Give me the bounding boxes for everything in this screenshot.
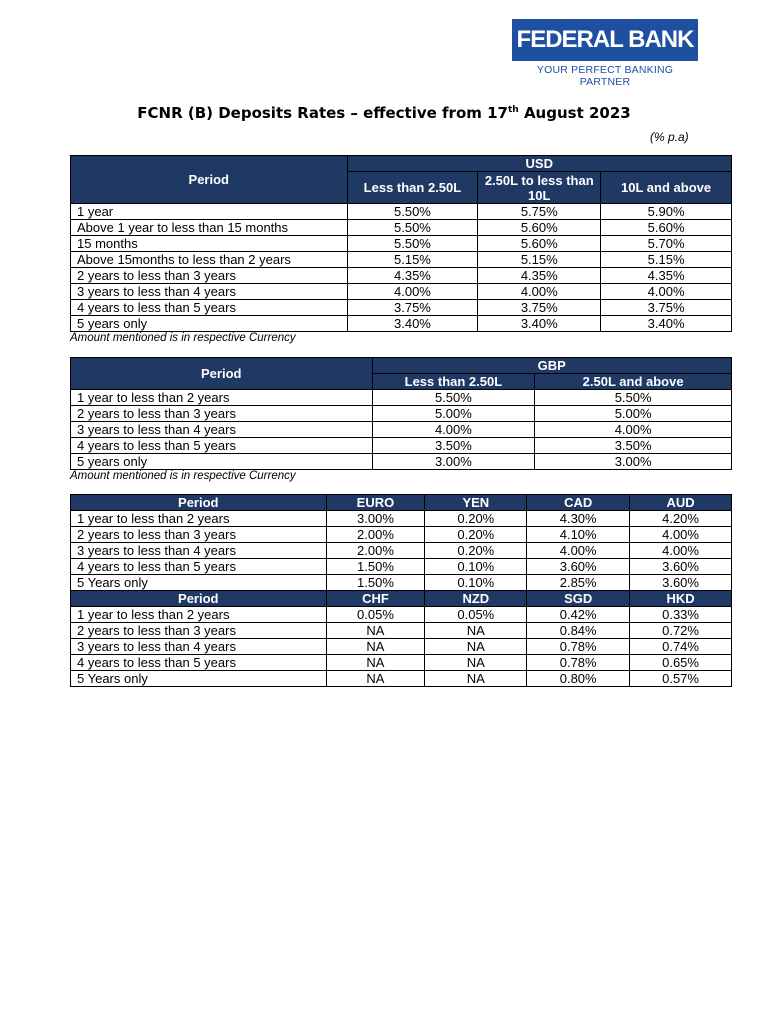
- rate-cell: 5.60%: [478, 236, 601, 252]
- period-cell: 1 year to less than 2 years: [71, 607, 327, 623]
- rate-cell: 5.50%: [347, 236, 478, 252]
- period-cell: 4 years to less than 5 years: [71, 559, 327, 575]
- rate-cell: 5.90%: [601, 204, 732, 220]
- currency-note: Amount mentioned is in respective Currency: [70, 470, 296, 482]
- rate-cell: 3.00%: [326, 511, 425, 527]
- currency-header: HKD: [630, 591, 732, 607]
- rate-cell: 4.00%: [527, 543, 630, 559]
- table-row: [71, 268, 732, 284]
- rate-cell: 0.78%: [527, 639, 630, 655]
- rate-cell: 3.40%: [601, 316, 732, 332]
- other-currencies-table: [70, 494, 732, 687]
- table-row: [71, 575, 732, 591]
- usd-currency-header: USD: [347, 156, 731, 172]
- rate-cell: 4.35%: [478, 268, 601, 284]
- table-row: [71, 655, 732, 671]
- currency-header: YEN: [425, 495, 527, 511]
- table-row: [71, 543, 732, 559]
- rate-cell: 4.00%: [347, 284, 478, 300]
- table-row: [71, 623, 732, 639]
- period-cell: 5 Years only: [71, 575, 327, 591]
- rate-cell: 3.75%: [347, 300, 478, 316]
- table-row: [71, 454, 732, 470]
- period-header: Period: [71, 495, 327, 511]
- period-cell: 1 year: [71, 204, 348, 220]
- rate-cell: 5.50%: [347, 220, 478, 236]
- rate-cell: 5.15%: [347, 252, 478, 268]
- rate-cell: 3.60%: [527, 559, 630, 575]
- period-cell: 3 years to less than 4 years: [71, 639, 327, 655]
- rate-cell: 5.70%: [601, 236, 732, 252]
- rate-cell: 3.75%: [478, 300, 601, 316]
- period-cell: 15 months: [71, 236, 348, 252]
- rate-cell: 5.15%: [601, 252, 732, 268]
- rate-cell: 3.40%: [347, 316, 478, 332]
- table-row: [71, 236, 732, 252]
- table-row: [71, 390, 732, 406]
- rate-cell: 3.00%: [372, 454, 535, 470]
- currency-header: SGD: [527, 591, 630, 607]
- page-title: [0, 104, 768, 122]
- currency-header: AUD: [630, 495, 732, 511]
- header-row: [71, 591, 732, 607]
- currency-header: EURO: [326, 495, 425, 511]
- rate-cell: 3.50%: [535, 438, 732, 454]
- rate-cell: 1.50%: [326, 575, 425, 591]
- table-row: [71, 284, 732, 300]
- period-cell: 1 year to less than 2 years: [71, 390, 373, 406]
- rate-cell: 0.05%: [425, 607, 527, 623]
- rate-cell: 0.20%: [425, 511, 527, 527]
- table-row: [71, 316, 732, 332]
- table-row: [71, 300, 732, 316]
- gbp-col-header: 2.50L and above: [535, 374, 732, 390]
- rate-cell: 5.75%: [478, 204, 601, 220]
- rate-cell: 0.84%: [527, 623, 630, 639]
- rate-cell: 0.74%: [630, 639, 732, 655]
- usd-period-header: Period: [71, 156, 348, 204]
- rate-cell: NA: [425, 655, 527, 671]
- period-cell: 3 years to less than 4 years: [71, 543, 327, 559]
- title-prefix: FCNR (B) Deposits Rates – effective from 17: [137, 104, 508, 122]
- period-header: Period: [71, 591, 327, 607]
- table-row: [71, 607, 732, 623]
- rate-cell: 0.57%: [630, 671, 732, 687]
- usd-col-header: 2.50L to less than 10L: [478, 172, 601, 204]
- rate-cell: NA: [425, 671, 527, 687]
- header-row: [71, 495, 732, 511]
- rate-cell: 0.10%: [425, 575, 527, 591]
- rate-cell: 5.60%: [478, 220, 601, 236]
- table-row: [71, 220, 732, 236]
- period-cell: 5 years only: [71, 454, 373, 470]
- usd-col-header: Less than 2.50L: [347, 172, 478, 204]
- rate-cell: 0.05%: [326, 607, 425, 623]
- rate-cell: 0.10%: [425, 559, 527, 575]
- period-cell: 3 years to less than 4 years: [71, 284, 348, 300]
- table-row: [71, 639, 732, 655]
- rate-cell: NA: [425, 623, 527, 639]
- logo-tagline: YOUR PERFECT BANKING PARTNER: [536, 64, 674, 88]
- rate-cell: NA: [425, 639, 527, 655]
- rate-cell: 5.50%: [372, 390, 535, 406]
- rate-cell: 4.00%: [630, 543, 732, 559]
- rate-cell: 5.60%: [601, 220, 732, 236]
- rate-cell: 3.60%: [630, 575, 732, 591]
- rate-cell: 4.00%: [630, 527, 732, 543]
- rate-cell: NA: [326, 671, 425, 687]
- rate-cell: 4.35%: [347, 268, 478, 284]
- period-cell: 5 Years only: [71, 671, 327, 687]
- table-row: [71, 252, 732, 268]
- period-cell: 4 years to less than 5 years: [71, 438, 373, 454]
- rate-cell: 4.00%: [478, 284, 601, 300]
- rate-cell: NA: [326, 655, 425, 671]
- rate-cell: 4.00%: [372, 422, 535, 438]
- title-sup: th: [508, 105, 519, 115]
- gbp-rates-table: [70, 357, 732, 470]
- period-cell: 4 years to less than 5 years: [71, 300, 348, 316]
- table-row: [71, 559, 732, 575]
- federal-bank-logo: [512, 19, 698, 88]
- rate-cell: 4.10%: [527, 527, 630, 543]
- rate-cell: 5.50%: [347, 204, 478, 220]
- period-cell: Above 15months to less than 2 years: [71, 252, 348, 268]
- period-cell: 2 years to less than 3 years: [71, 623, 327, 639]
- table-row: [71, 671, 732, 687]
- rate-cell: 0.20%: [425, 527, 527, 543]
- table-row: [71, 527, 732, 543]
- period-cell: 4 years to less than 5 years: [71, 655, 327, 671]
- period-cell: 5 years only: [71, 316, 348, 332]
- currency-header: CHF: [326, 591, 425, 607]
- rate-cell: 4.00%: [601, 284, 732, 300]
- rate-cell: 5.50%: [535, 390, 732, 406]
- gbp-currency-header: GBP: [372, 358, 731, 374]
- rate-cell: 2.85%: [527, 575, 630, 591]
- rate-cell: 2.00%: [326, 527, 425, 543]
- rate-cell: 4.30%: [527, 511, 630, 527]
- rate-cell: 3.75%: [601, 300, 732, 316]
- rate-cell: 0.33%: [630, 607, 732, 623]
- table-row: [71, 438, 732, 454]
- logo-name: FEDERAL BANK: [516, 26, 694, 53]
- rate-cell: 1.50%: [326, 559, 425, 575]
- table-row: [71, 422, 732, 438]
- table-row: [71, 406, 732, 422]
- rate-cell: 4.00%: [535, 422, 732, 438]
- rate-cell: 4.20%: [630, 511, 732, 527]
- gbp-period-header: Period: [71, 358, 373, 390]
- rate-cell: 0.80%: [527, 671, 630, 687]
- rate-cell: 0.72%: [630, 623, 732, 639]
- currency-header: CAD: [527, 495, 630, 511]
- rate-cell: 0.78%: [527, 655, 630, 671]
- usd-col-header: 10L and above: [601, 172, 732, 204]
- currency-header: NZD: [425, 591, 527, 607]
- rate-cell: 0.20%: [425, 543, 527, 559]
- period-cell: 3 years to less than 4 years: [71, 422, 373, 438]
- period-cell: Above 1 year to less than 15 months: [71, 220, 348, 236]
- unit-label: (% p.a): [650, 130, 689, 144]
- rate-cell: 2.00%: [326, 543, 425, 559]
- currency-note: Amount mentioned is in respective Currency: [70, 332, 296, 344]
- usd-rates-table: [70, 155, 732, 332]
- table-row: [71, 511, 732, 527]
- rate-cell: 5.15%: [478, 252, 601, 268]
- gbp-col-header: Less than 2.50L: [372, 374, 535, 390]
- rate-cell: 3.60%: [630, 559, 732, 575]
- period-cell: 2 years to less than 3 years: [71, 406, 373, 422]
- rate-cell: NA: [326, 623, 425, 639]
- rate-cell: NA: [326, 639, 425, 655]
- period-cell: 1 year to less than 2 years: [71, 511, 327, 527]
- rate-cell: 0.65%: [630, 655, 732, 671]
- rate-cell: 5.00%: [372, 406, 535, 422]
- period-cell: 2 years to less than 3 years: [71, 268, 348, 284]
- rate-cell: 5.00%: [535, 406, 732, 422]
- rate-cell: 3.50%: [372, 438, 535, 454]
- rate-cell: 4.35%: [601, 268, 732, 284]
- title-suffix: August 2023: [518, 104, 631, 122]
- rate-cell: 0.42%: [527, 607, 630, 623]
- table-row: [71, 204, 732, 220]
- rate-cell: 3.00%: [535, 454, 732, 470]
- rate-cell: 3.40%: [478, 316, 601, 332]
- period-cell: 2 years to less than 3 years: [71, 527, 327, 543]
